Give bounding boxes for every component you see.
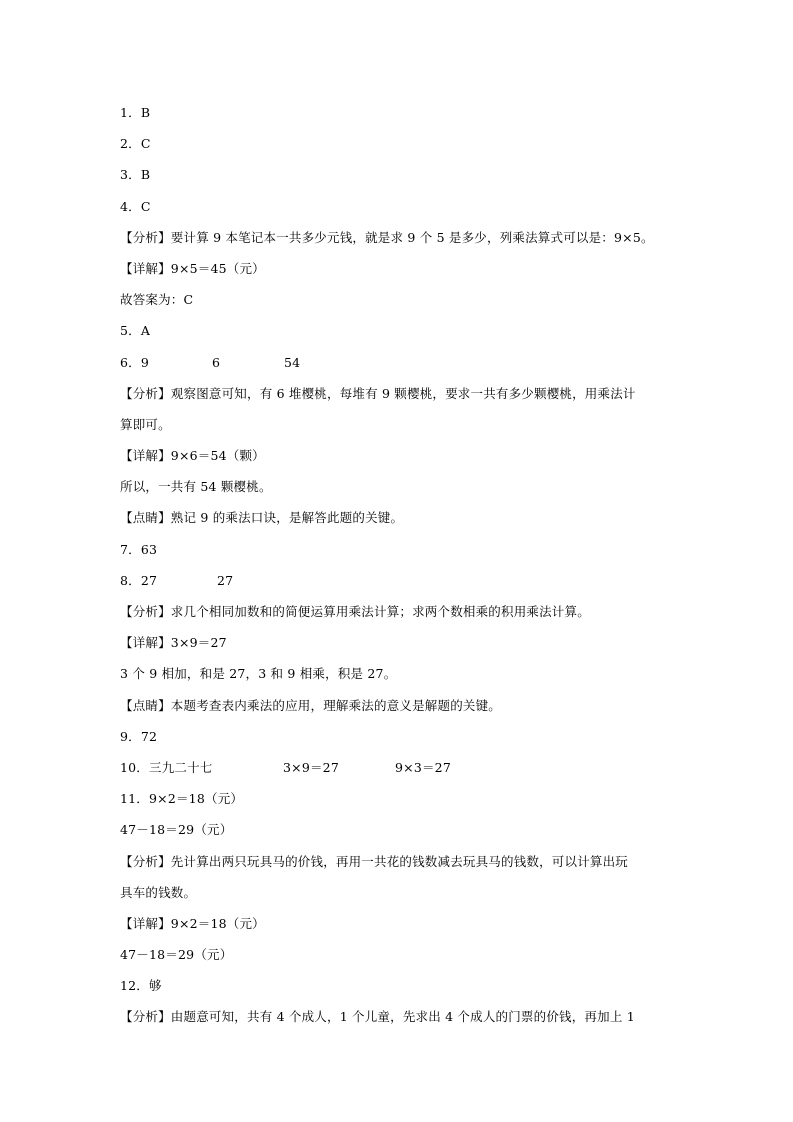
text-line: 【详解】3×9＝27 xyxy=(120,635,227,651)
text-line: 2．C xyxy=(120,136,151,152)
text-line: 47－18＝29（元） xyxy=(120,822,233,838)
answer-row xyxy=(120,757,680,788)
answer-row xyxy=(120,352,680,383)
answer-cell: 6．9 xyxy=(120,354,150,370)
text-line: 5．A xyxy=(120,323,151,339)
answer-cell: 6 xyxy=(212,354,221,370)
text-line: 所以，一共有 54 颗樱桃。 xyxy=(120,479,272,495)
text-line: 【详解】9×6＝54（颗） xyxy=(120,448,265,464)
text-line: 1．B xyxy=(120,105,151,120)
answer-cell: 10．三九二十七 xyxy=(120,759,213,775)
answer-cell: 54 xyxy=(284,354,301,370)
text-line: 具车的钱数。 xyxy=(120,884,197,900)
answer-cell: 3×9＝27 xyxy=(283,759,339,775)
text-line: 【分析】由题意可知，共有 4 个成人，1 个儿童，先求出 4 个成人的门票的价钱，再加上 1 xyxy=(120,1009,635,1025)
text-line: 3 个 9 相加，和是 27，3 和 9 相乘，积是 27。 xyxy=(120,666,397,682)
text-line: 【详解】9×2＝18（元） xyxy=(120,915,265,931)
text-line: 9．72 xyxy=(120,728,158,744)
text-line: 【分析】观察图意可知，有 6 堆樱桃，每堆有 9 颗樱桃，要求一共有多少颗樱桃，用乘法计 xyxy=(120,385,636,401)
text-line: 算即可。 xyxy=(120,416,171,432)
answer-row xyxy=(120,570,680,601)
text-line: 【详解】9×5＝45（元） xyxy=(120,260,265,276)
text-line: 47－18＝29（元） xyxy=(120,947,233,963)
text-line: 【分析】要计算 9 本笔记本一共多少元钱，就是求 9 个 5 是多少，列乘法算式可以是：9×5。 xyxy=(120,229,654,245)
text-line: 3．B xyxy=(120,167,151,183)
answer-cell: 27 xyxy=(217,572,234,588)
text-line: 12．够 xyxy=(120,978,162,994)
text-line: 11．9×2＝18（元） xyxy=(120,791,244,807)
answer-content xyxy=(120,102,680,1038)
answer-cell: 9×3＝27 xyxy=(395,759,451,775)
answer-cell: 8．27 xyxy=(120,572,158,588)
text-line: 故答案为：C xyxy=(120,292,194,308)
text-line: 【点睛】熟记 9 的乘法口诀，是解答此题的关键。 xyxy=(120,510,404,526)
text-line: 7．63 xyxy=(120,541,158,557)
text-line: 【分析】先计算出两只玩具马的价钱，再用一共花的钱数减去玩具马的钱数，可以计算出玩 xyxy=(120,853,629,869)
text-line: 【分析】求几个相同加数和的简便运算用乘法计算；求两个数相乘的积用乘法计算。 xyxy=(120,604,590,619)
text-line: 4．C xyxy=(120,198,151,214)
text-line: 【点睛】本题考查表内乘法的应用，理解乘法的意义是解题的关键。 xyxy=(120,697,502,713)
